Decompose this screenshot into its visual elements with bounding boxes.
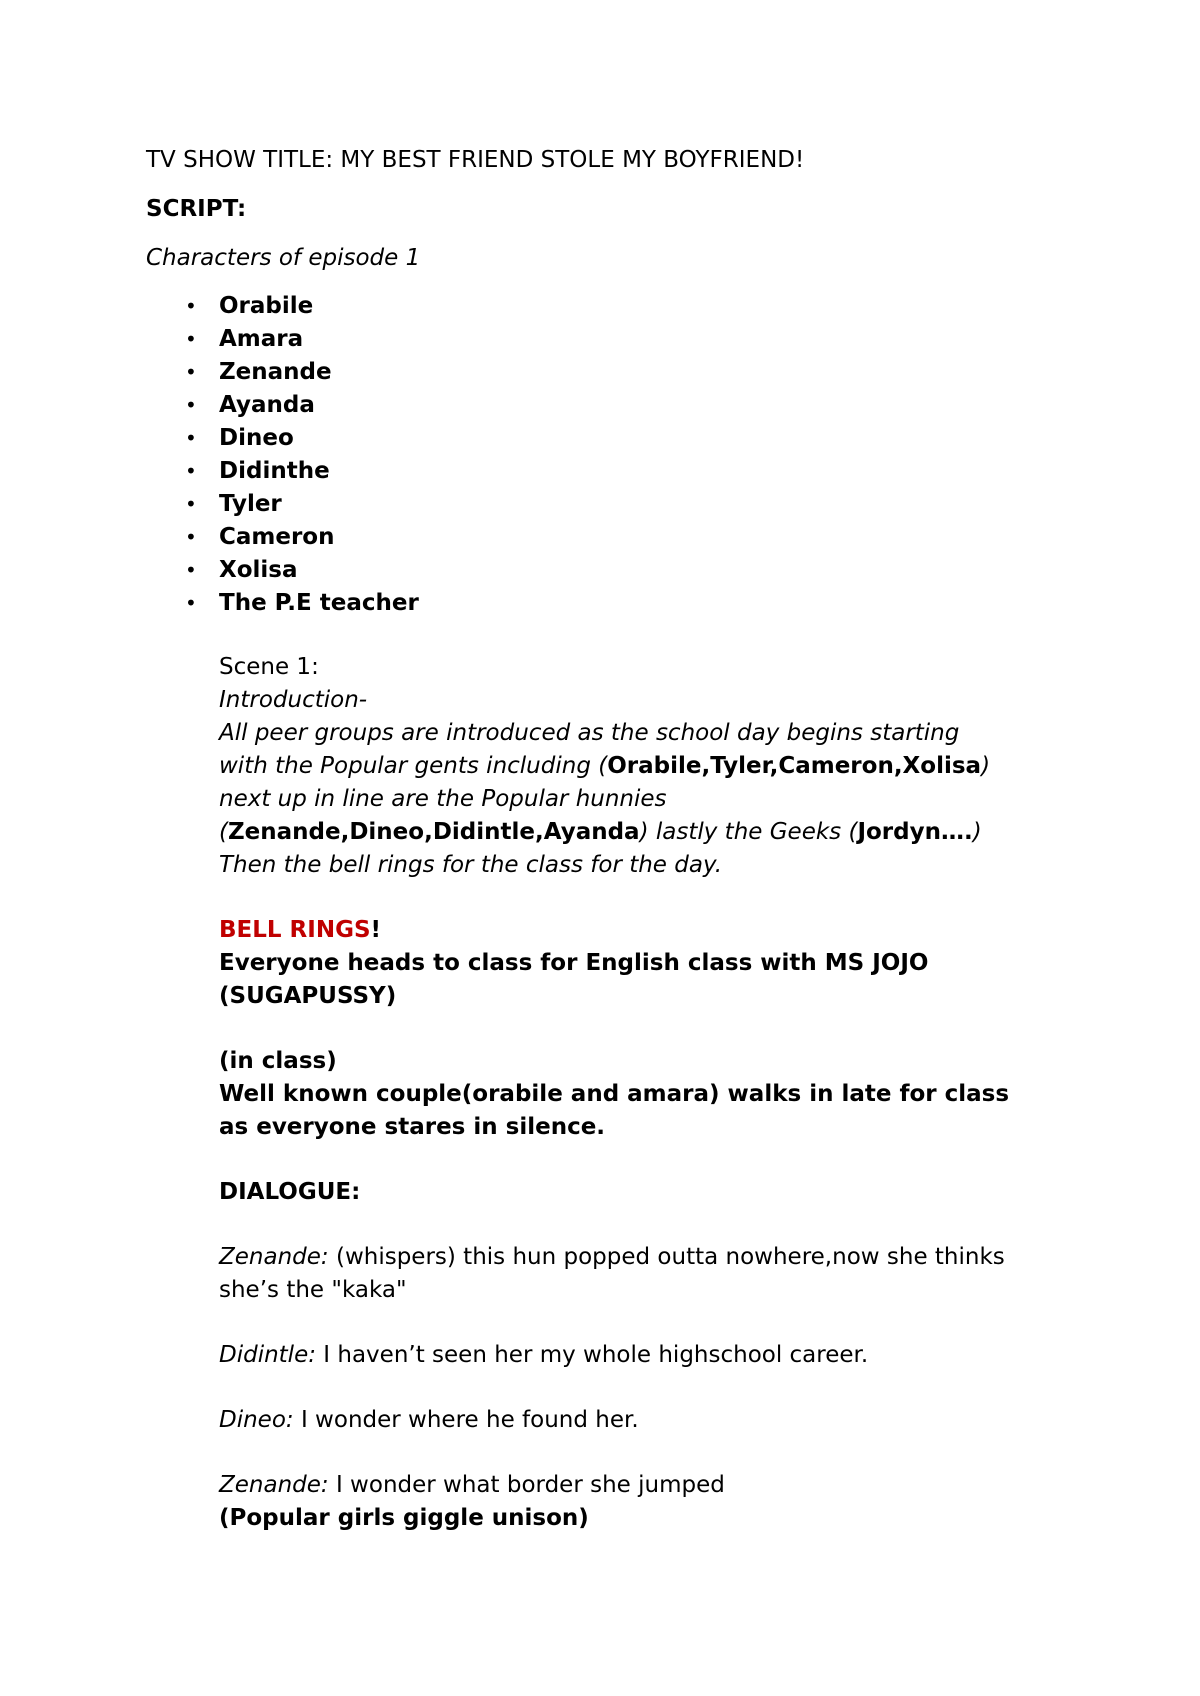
list-item bbox=[146, 521, 419, 554]
script-label: SCRIPT: bbox=[146, 196, 247, 222]
character-name: Zenande bbox=[219, 359, 332, 385]
list-item bbox=[146, 554, 419, 587]
list-item bbox=[146, 290, 419, 323]
dialogue-label: DIALOGUE: bbox=[219, 1179, 361, 1205]
gents-names: Orabile,Tyler,Cameron,Xolisa bbox=[607, 753, 982, 779]
characters-heading: Characters of episode 1 bbox=[146, 245, 421, 271]
dialogue-text: I haven’t seen her my whole highschool career. bbox=[315, 1342, 869, 1368]
bullet-icon: • bbox=[185, 393, 197, 417]
intro-text: ( bbox=[219, 819, 228, 845]
character-name: Didinthe bbox=[219, 458, 330, 484]
list-item bbox=[146, 323, 419, 356]
intro-line bbox=[219, 816, 1099, 849]
intro-text: with the Popular gents including ( bbox=[219, 753, 608, 779]
character-list bbox=[146, 290, 419, 620]
bullet-icon: • bbox=[185, 294, 197, 318]
bullet-icon: • bbox=[185, 327, 197, 351]
bullet-icon: • bbox=[185, 525, 197, 549]
intro-text: ) lastly the Geeks ( bbox=[639, 819, 858, 845]
bell-action-line: (SUGAPUSSY) bbox=[219, 983, 397, 1009]
intro-line bbox=[219, 750, 1099, 783]
intro-line: All peer groups are introduced as the school day begins starting bbox=[219, 720, 960, 746]
speaker-name: Didintle: bbox=[219, 1342, 316, 1368]
intro-text: ) bbox=[981, 753, 991, 779]
character-name: Orabile bbox=[219, 293, 314, 319]
character-name: Tyler bbox=[219, 491, 282, 517]
in-class-line: as everyone stares in silence. bbox=[219, 1114, 606, 1140]
bullet-icon: • bbox=[185, 591, 197, 615]
speaker-name: Zenande: bbox=[219, 1472, 329, 1498]
bullet-icon: • bbox=[185, 558, 197, 582]
scene-label: Scene 1: bbox=[219, 654, 319, 680]
character-name: Amara bbox=[219, 326, 304, 352]
bullet-icon: • bbox=[185, 426, 197, 450]
dialogue-text: I wonder where he found her. bbox=[293, 1407, 639, 1433]
dialogue-line bbox=[219, 1339, 1099, 1372]
stage-direction: (Popular girls giggle unison) bbox=[219, 1505, 589, 1531]
character-name: The P.E teacher bbox=[219, 590, 419, 616]
bell-rings-exclaim: ! bbox=[370, 917, 382, 943]
in-class-label: (in class) bbox=[219, 1048, 337, 1074]
dialogue-text: (whispers) this hun popped outta nowhere,now she thinks bbox=[328, 1244, 1005, 1270]
geeks-names: Jordyn…. bbox=[857, 819, 973, 845]
show-title: TV SHOW TITLE: MY BEST FRIEND STOLE MY BOYFRIEND! bbox=[146, 147, 805, 173]
in-class-line: Well known couple(orabile and amara) walks in late for class bbox=[219, 1081, 1010, 1107]
bullet-icon: • bbox=[185, 492, 197, 516]
list-item bbox=[146, 422, 419, 455]
bullet-icon: • bbox=[185, 360, 197, 384]
character-name: Cameron bbox=[219, 524, 335, 550]
bell-rings-line bbox=[219, 914, 1099, 947]
speaker-name: Zenande: bbox=[219, 1244, 329, 1270]
speaker-name: Dineo: bbox=[219, 1407, 294, 1433]
dialogue-line bbox=[219, 1241, 1099, 1274]
script-body bbox=[219, 651, 1099, 1535]
character-name: Dineo bbox=[219, 425, 294, 451]
character-name: Xolisa bbox=[219, 557, 298, 583]
list-item bbox=[146, 488, 419, 521]
character-name: Ayanda bbox=[219, 392, 315, 418]
intro-line: next up in line are the Popular hunnies bbox=[219, 786, 667, 812]
dialogue-line bbox=[219, 1469, 1099, 1502]
bell-rings-text: BELL RINGS bbox=[219, 917, 371, 943]
bullet-icon: • bbox=[185, 459, 197, 483]
list-item bbox=[146, 356, 419, 389]
bell-action-line: Everyone heads to class for English class with MS JOJO bbox=[219, 950, 929, 976]
dialogue-line bbox=[219, 1404, 1099, 1437]
dialogue-line: she’s the "kaka" bbox=[219, 1277, 407, 1303]
intro-line: Then the bell rings for the class for the day. bbox=[219, 852, 723, 878]
intro-text: ) bbox=[972, 819, 982, 845]
intro-label: Introduction- bbox=[219, 687, 368, 713]
list-item bbox=[146, 389, 419, 422]
dialogue-text: I wonder what border she jumped bbox=[328, 1472, 725, 1498]
list-item bbox=[146, 455, 419, 488]
hunnies-names: Zenande,Dineo,Didintle,Ayanda bbox=[227, 819, 640, 845]
list-item bbox=[146, 587, 419, 620]
